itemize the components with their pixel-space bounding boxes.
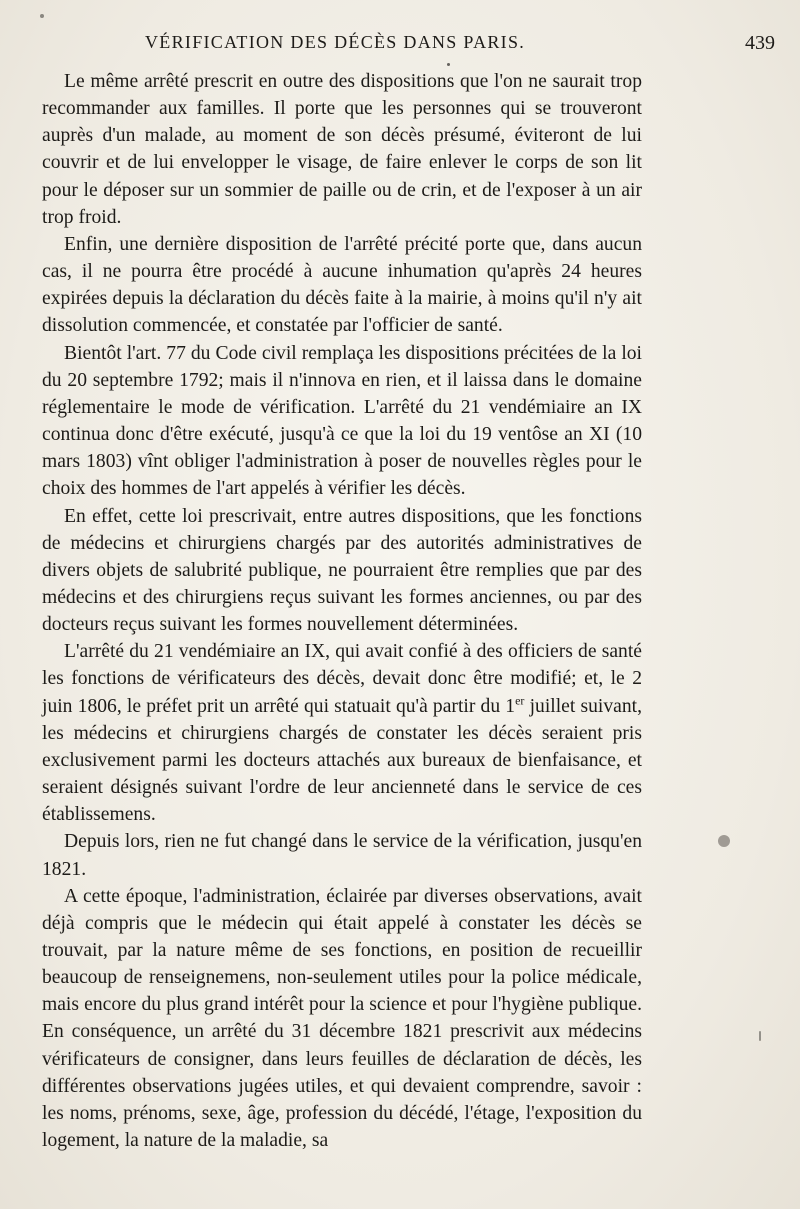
ink-speck xyxy=(718,835,730,847)
body-text xyxy=(42,68,642,1154)
running-title: VÉRIFICATION DES DÉCÈS DANS PARIS. xyxy=(145,32,526,52)
paragraph-5 xyxy=(42,638,642,828)
ink-speck xyxy=(40,14,44,18)
ink-speck xyxy=(759,1031,761,1041)
paragraph-7: A cette époque, l'administration, éclairée par diverses observations, avait déjà compris que le médecin qui était appelé à constater les décès se trouvait, par la nature même de ses fonctions, en position de recueillir beaucoup de renseignemens, non-seulement utiles pour la police médicale, mais encore du plus grand intérêt pour la science et pour l'hygiène publique. En conséquence, un arrêté du 31 décembre 1821 prescrivit aux médecins vérificateurs de consigner, dans leurs feuilles de déclaration de décès, les différentes observations jugées utiles, et qui devaient comprendre, savoir : les noms, prénoms, sexe, âge, profession du décédé, l'étage, l'exposition du logement, la nature de la maladie, sa xyxy=(42,885,642,1152)
paragraph-6: Depuis lors, rien ne fut changé dans le service de la vérification, jusqu'en 1821. xyxy=(42,831,642,880)
running-head xyxy=(40,32,775,62)
paragraph-4: En effet, cette loi prescrivait, entre autres dispositions, que les fonctions de médecins et chirurgiens chargés par des autorités administratives de divers objets de salubrité publique, ne pourraient être remplies que par des médecins et des chirurgiens reçus suivant les formes anciennes, ou par des docteurs reçus suivant les formes nouvellement déterminées. xyxy=(42,505,642,636)
page-number: 439 xyxy=(745,32,775,54)
paragraph-1: Le même arrêté prescrit en outre des dispositions que l'on ne saurait trop recommander aux familles. Il porte que les personnes qui se trouveront auprès d'un malade, au moment de son décès présumé, éviteront de lui couvrir et de lui envelopper le visage, de faire enlever le corps de son lit pour le déposer sur un sommier de paille ou de crin, et de l'exposer à un air trop froid. xyxy=(42,71,642,228)
paragraph-2: Enfin, une dernière disposition de l'arrêté précité porte que, dans aucun cas, il ne pourra être procédé à aucune inhumation qu'après 24 heures expirées depuis la déclaration du décès faite à la mairie, à moins qu'il n'y ait dissolution commencée, et constatée par l'officier de santé. xyxy=(42,233,642,337)
paragraph-5-text-before: L'arrêté du 21 vendémiaire an IX, qui avait confié à des officiers de santé les fonctions de vérificateurs des décès, devait donc être modifié; et, le 2 juin 1806, le préfet prit un arrêté qui statuait qu'à partir du 1 xyxy=(42,641,642,717)
superscript-er: er xyxy=(515,693,525,708)
paragraph-3: Bientôt l'art. 77 du Code civil remplaça les dispositions précitées de la loi du 20 septembre 1792; mais il n'innova en rien, et il laissa dans le domaine réglementaire le mode de vérification. L'arrêté du 21 vendémiaire an IX continua donc d'être exécuté, jusqu'à ce que la loi du 19 ventôse an XI (10 mars 1803) vînt obliger l'administration à poser de nouvelles règles pour le choix des hommes de l'art appelés à vérifier les décès. xyxy=(42,342,642,500)
ink-speck xyxy=(447,63,450,66)
paragraph-5-text-after: juillet suivant, les médecins et chirurgiens chargés de constater les décès seraient pris exclusivement parmi les docteurs attachés aux bureaux de bienfaisance, et seraient désignés suivant l'ordre de leur ancienneté dans le service de ces établissemens. xyxy=(42,695,642,826)
